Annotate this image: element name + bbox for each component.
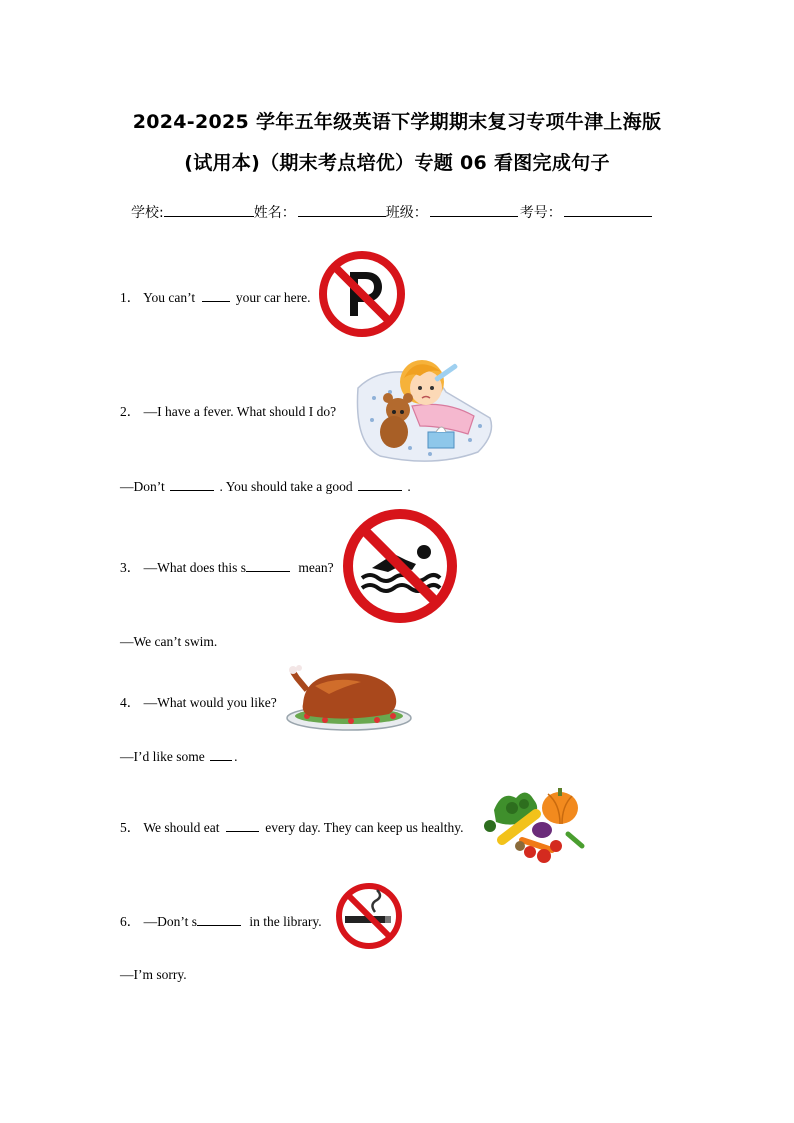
question-text: We should eat (143, 820, 220, 835)
question-text: . (407, 479, 411, 494)
question-number: 4． (120, 695, 141, 710)
question-4-answer-line (120, 748, 237, 765)
question-text: . (234, 749, 238, 764)
question-number: 1． (120, 290, 141, 305)
no-swimming-sign-icon (342, 508, 458, 624)
question-text: . You should take a good (219, 479, 353, 494)
name-label: 姓名： (253, 205, 296, 221)
question-number: 5． (120, 820, 141, 835)
question-6-answer: —I’m sorry. (120, 967, 187, 982)
question-6 (120, 910, 322, 930)
vegetables-icon (482, 780, 588, 866)
question-3-answer: —We can’t swim. (120, 634, 218, 649)
question-text: your car here. (235, 290, 311, 305)
question-text: —I’d like some (120, 749, 205, 764)
question-number: 2． (120, 404, 141, 419)
answer-blank[interactable] (202, 289, 230, 302)
exam-no-blank[interactable] (564, 202, 652, 217)
name-blank[interactable] (298, 202, 386, 217)
answer-blank[interactable] (197, 913, 241, 926)
school-label: 学校: (131, 205, 164, 221)
exam-no-label: 考号： (519, 205, 562, 221)
no-parking-sign-icon (318, 250, 406, 338)
question-1 (120, 286, 310, 306)
answer-blank[interactable] (358, 478, 402, 491)
roast-turkey-icon (285, 660, 413, 734)
class-label: 班级： (385, 205, 428, 221)
question-3 (120, 556, 334, 576)
answer-blank[interactable] (226, 819, 259, 832)
question-text: mean? (298, 560, 334, 575)
question-text: —What would you like? (143, 695, 277, 710)
question-4 (120, 691, 277, 711)
school-blank[interactable] (164, 202, 254, 217)
page-title-line2: (试用本)（期末考点培优）专题 06 看图完成句子 (184, 152, 610, 174)
question-2-answer-line (120, 478, 411, 495)
question-text: every day. They can keep us healthy. (265, 820, 464, 835)
answer-blank[interactable] (210, 748, 232, 761)
question-text: —What does this s (143, 560, 246, 575)
question-5 (120, 816, 463, 836)
question-number: 6． (120, 914, 141, 929)
question-text: You can’t (143, 290, 196, 305)
class-blank[interactable] (430, 202, 518, 217)
question-text: in the library. (249, 914, 322, 929)
student-info-row (131, 202, 652, 222)
question-text: —I have a fever. What should I do? (143, 404, 337, 419)
question-text: —Don’t s (143, 914, 198, 929)
sick-girl-icon (350, 348, 496, 466)
no-smoking-sign-icon (331, 882, 407, 950)
page-title-line1: 2024-2025 学年五年级英语下学期期末复习专项牛津上海版 (132, 111, 662, 133)
answer-blank[interactable] (170, 478, 214, 491)
question-number: 3． (120, 560, 141, 575)
question-2 (120, 400, 336, 420)
question-text: —Don’t (120, 479, 165, 494)
answer-blank[interactable] (246, 559, 290, 572)
